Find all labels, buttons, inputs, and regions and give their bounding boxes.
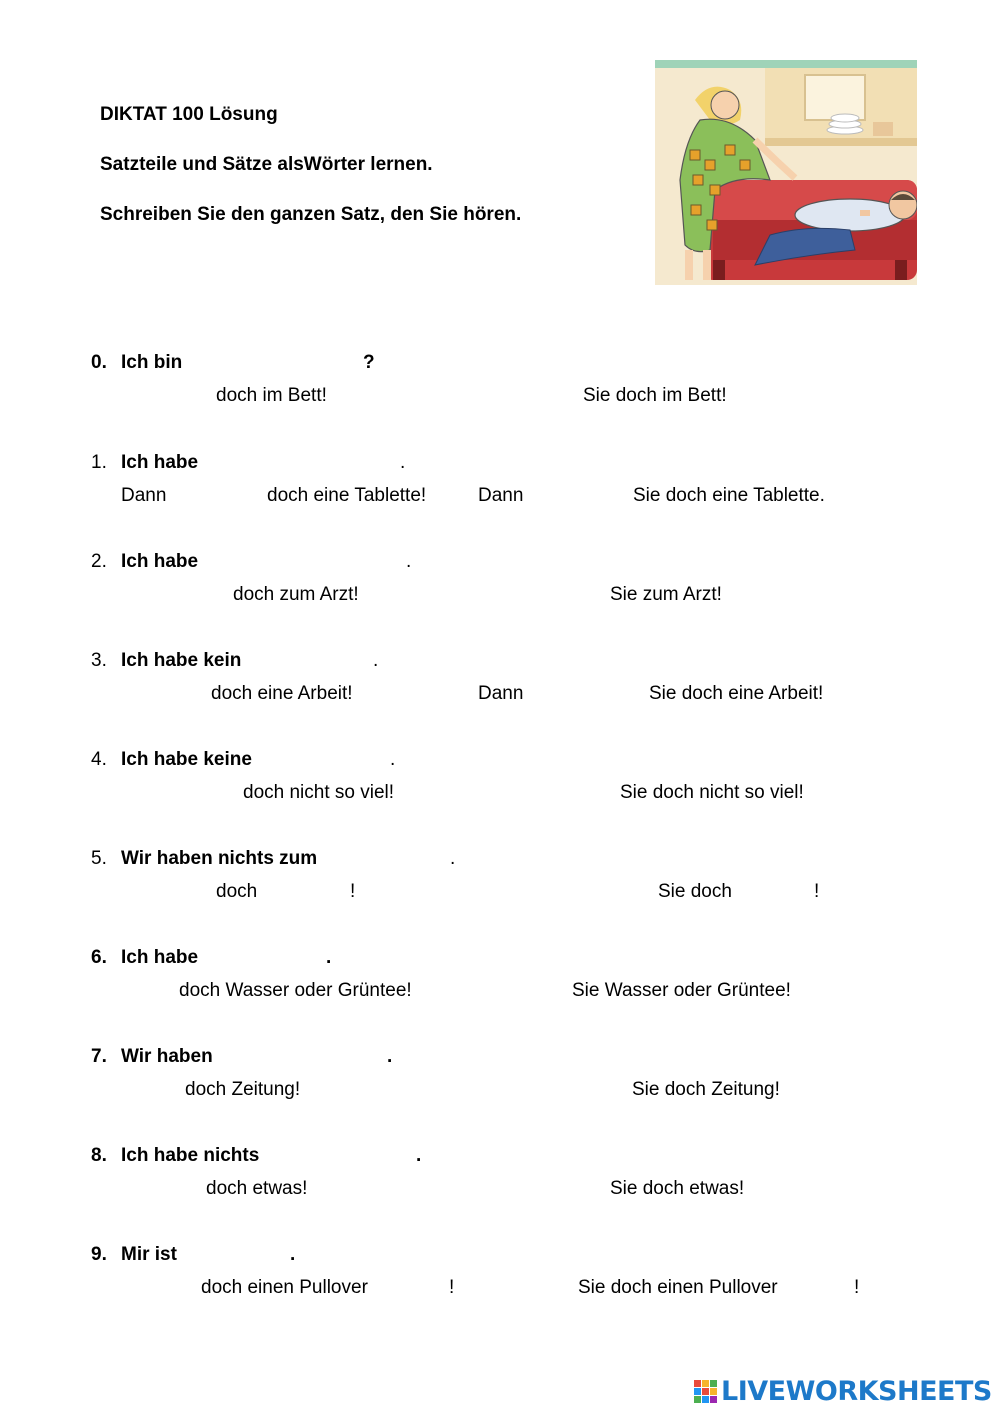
item-prompt: Ich habe xyxy=(121,947,199,968)
item-number: 6. xyxy=(91,947,107,968)
answer-right: Sie doch nicht so viel! xyxy=(620,782,804,803)
exercise-item-1 xyxy=(0,452,1000,532)
answer-right-prefix: Dann xyxy=(478,485,524,506)
item-prompt: Wir haben nichts zum xyxy=(121,848,318,869)
answer-left: doch zum Arzt! xyxy=(233,584,359,605)
item-prompt: Ich habe xyxy=(121,551,199,572)
item-number: 9. xyxy=(91,1244,107,1265)
item-number: 3. xyxy=(91,650,107,671)
exercise-item-9 xyxy=(0,1244,1000,1324)
item-punctuation: . xyxy=(290,1244,296,1265)
instruction-line-2: Schreiben Sie den ganzen Satz, den Sie hören. xyxy=(100,204,522,225)
item-punctuation: . xyxy=(387,1046,393,1067)
answer-left: doch Zeitung! xyxy=(185,1079,301,1100)
answer-left: doch im Bett! xyxy=(216,385,327,406)
logo-grid-icon xyxy=(694,1380,717,1403)
item-punctuation: . xyxy=(406,551,412,572)
instruction-line-1: Satzteile und Sätze alsWörter lernen. xyxy=(100,154,433,175)
answer-left: doch nicht so viel! xyxy=(243,782,395,803)
item-punctuation: ? xyxy=(363,352,375,373)
item-punctuation: . xyxy=(373,650,379,671)
item-number: 0. xyxy=(91,352,107,373)
item-number: 2. xyxy=(91,551,107,572)
item-punctuation: . xyxy=(326,947,332,968)
answer-left-end: ! xyxy=(449,1277,455,1298)
item-punctuation: . xyxy=(416,1145,422,1166)
exercise-item-8 xyxy=(0,1145,1000,1225)
item-prompt: Ich habe kein xyxy=(121,650,242,671)
exercise-item-3 xyxy=(0,650,1000,730)
answer-left: doch Wasser oder Grüntee! xyxy=(179,980,412,1001)
answer-right: Sie zum Arzt! xyxy=(610,584,722,605)
answer-left: doch xyxy=(216,881,258,902)
item-punctuation: . xyxy=(450,848,456,869)
exercise-item-5 xyxy=(0,848,1000,928)
answer-left: doch etwas! xyxy=(206,1178,308,1199)
answer-left: doch eine Tablette! xyxy=(267,485,427,506)
logo-text: LIVEWORKSHEETS xyxy=(721,1375,992,1407)
answer-right: Sie doch eine Arbeit! xyxy=(649,683,824,704)
answer-left: doch einen Pullover xyxy=(201,1277,368,1298)
item-number: 7. xyxy=(91,1046,107,1067)
answer-right-end: ! xyxy=(854,1277,860,1298)
answer-left-prefix: Dann xyxy=(121,485,167,506)
item-number: 1. xyxy=(91,452,107,473)
item-number: 8. xyxy=(91,1145,107,1166)
item-prompt: Ich habe nichts xyxy=(121,1145,260,1166)
exercise-item-4 xyxy=(0,749,1000,829)
answer-right-end: ! xyxy=(814,881,820,902)
illustration-image xyxy=(655,60,917,285)
item-punctuation: . xyxy=(390,749,396,770)
answer-right: Sie doch einen Pullover xyxy=(578,1277,778,1298)
item-prompt: Ich habe xyxy=(121,452,199,473)
exercise-item-6 xyxy=(0,947,1000,1027)
item-prompt: Ich bin xyxy=(121,352,183,373)
item-prompt: Ich habe keine xyxy=(121,749,252,770)
liveworksheets-logo[interactable] xyxy=(694,1374,992,1408)
exercise-item-2 xyxy=(0,551,1000,631)
item-punctuation: . xyxy=(400,452,406,473)
answer-right: Sie doch xyxy=(658,881,732,902)
item-number: 5. xyxy=(91,848,107,869)
item-number: 4. xyxy=(91,749,107,770)
answer-right: Sie Wasser oder Grüntee! xyxy=(572,980,791,1001)
answer-left: doch eine Arbeit! xyxy=(211,683,353,704)
exercise-item-7 xyxy=(0,1046,1000,1126)
item-prompt: Wir haben xyxy=(121,1046,213,1067)
worksheet-title: DIKTAT 100 Lösung xyxy=(100,104,278,125)
answer-left-end: ! xyxy=(350,881,356,902)
answer-right: Sie doch Zeitung! xyxy=(632,1079,780,1100)
exercise-item-0 xyxy=(0,352,1000,432)
answer-right: Sie doch eine Tablette. xyxy=(633,485,825,506)
answer-right: Sie doch im Bett! xyxy=(583,385,727,406)
item-prompt: Mir ist xyxy=(121,1244,177,1265)
answer-right: Sie doch etwas! xyxy=(610,1178,745,1199)
answer-right-prefix: Dann xyxy=(478,683,524,704)
